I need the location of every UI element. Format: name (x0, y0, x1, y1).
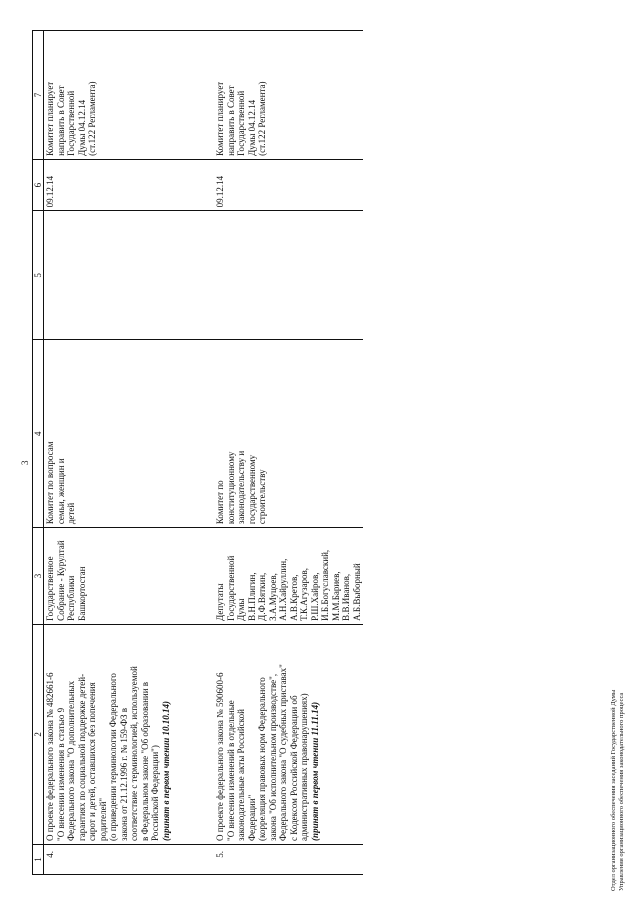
bill-line: с Кодексом Российской Федерации об (288, 695, 299, 841)
plan-line: (ст.122 Регламента) (257, 81, 267, 156)
plan-line: направить в Совет (225, 85, 236, 156)
author-line: Т.К.Агузаров, (299, 567, 309, 621)
bill-line: (о приведении терминологии Федерального (108, 673, 118, 841)
committee-plan (44, 31, 173, 160)
author-line: В.В.Иванов, (341, 573, 351, 621)
author-line: Республики (66, 575, 76, 621)
author-line: Башкортостан (76, 566, 87, 621)
author-line: Д.Ф.Вяткин, (257, 572, 267, 621)
author-line: В.Н.Плигин, (246, 572, 257, 621)
bill-status: (принят в первом чтении 11.11.14) (309, 701, 320, 841)
author-line: А.Б.Выборный (351, 563, 362, 621)
bill-line: "О внесении изменения в статью 9 (55, 707, 66, 841)
page-number: 3 (20, 460, 30, 465)
bill-line: О проекте федерального закона № 590600-6 (215, 672, 225, 841)
bill-line: О проекте федерального закона № 482661-6 (45, 672, 55, 841)
bill-authors (44, 528, 173, 625)
col-header-6: 6 (33, 159, 44, 211)
plan-line: направить в Совет (55, 85, 66, 156)
review-date: 09.12.14 (214, 159, 363, 211)
bill-status: (принят в первом чтении 10.10.14) (160, 700, 171, 841)
row-spacer (172, 31, 214, 875)
author-line: А.Н.Хайруллин, (278, 558, 288, 621)
bill-description (214, 624, 363, 844)
author-line: И.Б.Богуславский, (320, 549, 330, 621)
col-header-3: 3 (33, 528, 44, 625)
plan-line: Государственной (66, 90, 76, 156)
committee-line: конституционному (225, 451, 236, 525)
bill-line: административных правонарушениях) (299, 693, 309, 841)
committee-line: Комитет по (215, 480, 225, 525)
bill-line: Федерального закона "О дополнительных (66, 680, 76, 841)
responsible-committee (44, 340, 173, 528)
bill-line: родителей" (97, 797, 108, 841)
responsible-committee (214, 340, 363, 528)
header-row (33, 31, 44, 875)
author-line: З.А.Муцоев, (267, 573, 278, 621)
col-header-2: 2 (33, 624, 44, 844)
row-number: 4. (44, 844, 173, 874)
committee-line: семьи, женщин и (55, 458, 66, 525)
table-row (44, 31, 173, 875)
committee-line: строительству (257, 469, 267, 525)
committee-line: Комитет по вопросам (45, 441, 55, 525)
plan-line: (ст.122 Регламента) (87, 81, 97, 156)
author-line: Р.Ш.Хайров, (309, 572, 320, 621)
bill-line: (корреляция правовых норм Федерального (257, 677, 267, 841)
bill-line: в Федеральном законе "Об образовании в (139, 681, 150, 841)
col-header-1: 1 (33, 844, 44, 874)
bill-line: Федерации" (246, 794, 257, 841)
footer-line: Управления организационного обеспечения законодательного процесса (618, 692, 625, 891)
committee-line: законодательству и (236, 450, 246, 525)
bill-line: соответствие с терминологией, используемой (129, 666, 139, 841)
bill-authors (214, 528, 363, 625)
bill-description (44, 624, 173, 844)
bill-line: Российской Федерации") (150, 745, 160, 841)
plan-line: Думы 04.12.14 (246, 99, 257, 156)
author-line: Государственной (225, 555, 236, 621)
bill-line: сирот и детей, оставшихся без попечения (87, 682, 97, 841)
col-header-5: 5 (33, 211, 44, 340)
page-footer (610, 690, 626, 891)
author-line: Собрание - Курултай (55, 540, 66, 621)
col-header-4: 4 (33, 340, 44, 528)
table-row (214, 31, 363, 875)
committee-line: государственному (246, 454, 257, 525)
plan-line: Комитет планирует (215, 81, 225, 156)
col-header-7: 7 (33, 31, 44, 160)
plan-line: Комитет планирует (45, 81, 55, 156)
committee-line: детей (66, 502, 76, 525)
column-5-cell (214, 211, 363, 340)
bill-line: "О внесении изменений в отдельные (225, 700, 236, 841)
author-line: Депутаты (215, 583, 225, 621)
author-line: М.М.Бариев, (330, 571, 341, 621)
bill-line: гарантиях по социальной поддержке детей- (76, 673, 87, 841)
plan-line: Государственной (236, 90, 246, 156)
column-5-cell (44, 211, 173, 340)
author-line: Государственное (45, 556, 55, 621)
bill-line: Федерального закона "О судебных приставах" (278, 664, 288, 841)
agenda-table (32, 30, 363, 875)
author-line: А.В.Кретов, (288, 574, 299, 621)
committee-plan (214, 31, 363, 160)
bill-line: законодательные акты Российской (236, 709, 246, 841)
bill-line: закона от 21.12.1996 г. № 159-ФЗ в (118, 707, 129, 841)
row-number: 5. (214, 844, 363, 874)
author-line: Думы (236, 598, 246, 621)
review-date: 09.12.14 (44, 159, 173, 211)
plan-line: Думы 04.12.14 (76, 99, 87, 156)
footer-line: Отдел организационного обеспечения заседаний Государственной Думы (610, 689, 617, 891)
bill-line: закона "Об исполнительном производстве", (267, 673, 278, 841)
